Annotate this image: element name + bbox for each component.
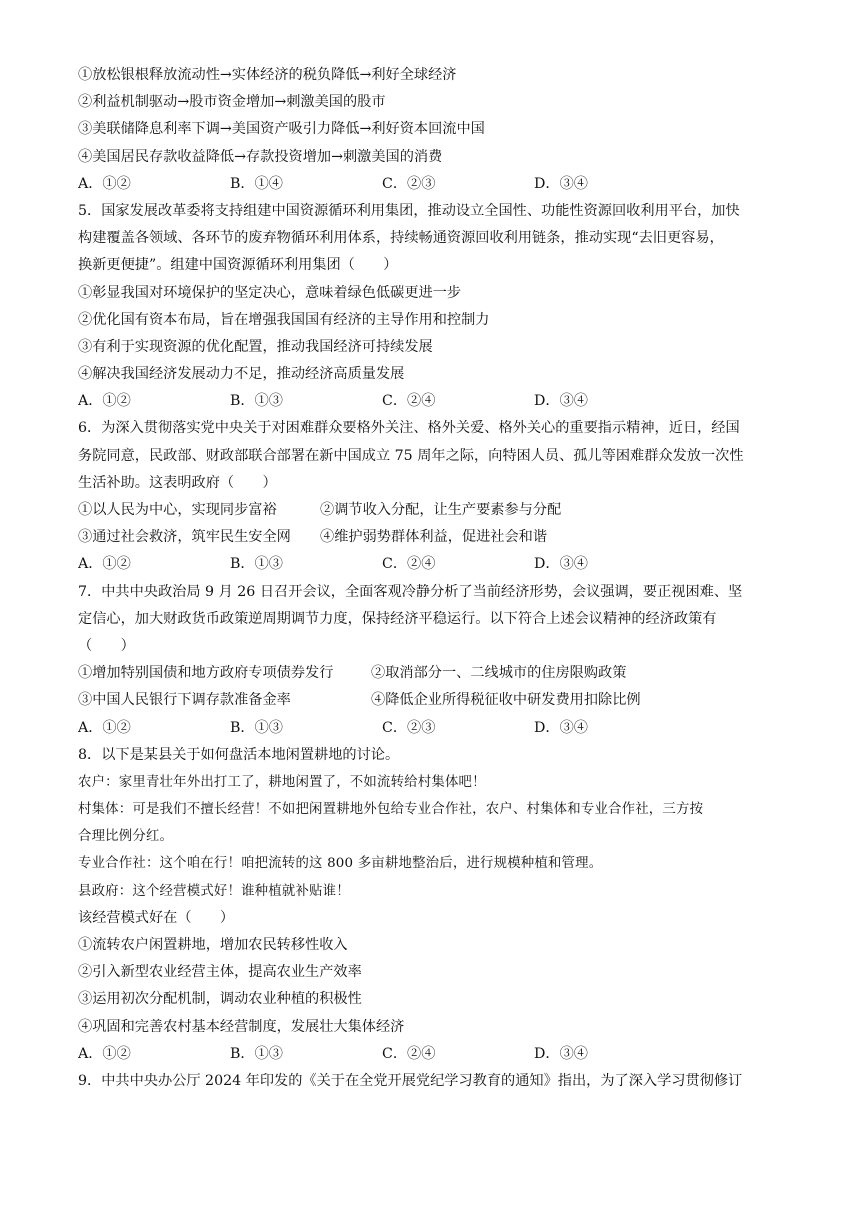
q6-option-a: A．①② bbox=[78, 556, 131, 573]
q7-option-b: B．①③ bbox=[230, 719, 283, 736]
q7-items-row-1 bbox=[78, 660, 784, 687]
q6-item-4: ④维护弱势群体利益，促进社会和谐 bbox=[320, 529, 548, 546]
q4-item-1: ①放松银根释放流动性→实体经济的税负降低→利好全球经济 bbox=[78, 67, 457, 83]
q6-item-2: ②调节收入分配，让生产要素参与分配 bbox=[320, 502, 562, 518]
q5-options bbox=[78, 388, 784, 415]
q7-stem-line-1: 7．中共中央政治局 9 月 26 日召开会议，全面客观冷静分析了当前经济形势，会议强调，要正视困难、坚 bbox=[78, 583, 743, 600]
q8-dialog-farmer: 农户：家里青壮年外出打工了，耕地闲置了，不如流转给村集体吧！ bbox=[78, 774, 486, 790]
q5-stem-line-1: 5．国家发展改革委将支持组建中国资源循环利用集团，推动设立全国性、功能性资源回收利用平台，加快 bbox=[78, 202, 740, 219]
q8-dialog-government: 县政府：这个经营模式好！谁种植就补贴谁！ bbox=[78, 883, 350, 899]
q4-option-c: C．②③ bbox=[382, 175, 436, 192]
q7-option-c: C．②③ bbox=[382, 719, 436, 736]
q8-option-c: C．②④ bbox=[382, 1045, 436, 1062]
q7-options bbox=[78, 715, 784, 742]
q7-stem-line-3: （ ） bbox=[78, 637, 135, 654]
q8-option-a: A．①② bbox=[78, 1045, 131, 1062]
q5-option-c: C．②④ bbox=[382, 393, 436, 410]
q6-stem-line-1: 6．为深入贯彻落实党中央关于对困难群众要格外关注、格外关爱、格外关心的重要指示精神，近日，经国 bbox=[78, 420, 740, 437]
q4-item-4: ④美国居民存款收益降低→存款投资增加→刺激美国的消费 bbox=[78, 148, 443, 165]
q9-stem-line-1: 9．中共中央办公厅 2024 年印发的《关于在全党开展党纪学习教育的通知》指出，为了深入学习贯彻修订 bbox=[78, 1072, 743, 1089]
q6-stem-line-2: 务院同意，民政部、财政部联合部署在新中国成立 75 周年之际，向特困人员、孤儿等困难群众发放一次性 bbox=[78, 447, 744, 464]
q8-dialog-village-2: 合理比例分红。 bbox=[78, 829, 174, 845]
q5-item-1: ①彰显我国对环境保护的坚定决心，意味着绿色低碳更进一步 bbox=[78, 284, 462, 301]
q6-item-3: ③通过社会救济，筑牢民生安全网 bbox=[78, 529, 291, 546]
q6-item-1: ①以人民为中心，实现同步富裕 bbox=[78, 502, 277, 518]
q7-item-2: ②取消部分一、二线城市的住房限购政策 bbox=[371, 665, 627, 682]
q8-item-4: ④巩固和完善农村基本经营制度，发展壮大集体经济 bbox=[78, 1018, 405, 1035]
q4-item-2: ②利益机制驱动→股市资金增加→刺激美国的股市 bbox=[78, 94, 386, 111]
q4-option-d: D．③④ bbox=[534, 175, 588, 192]
q4-options bbox=[78, 171, 784, 198]
q8-item-1: ①流转农户闲置耕地，增加农民转移性收入 bbox=[78, 937, 348, 953]
q5-stem-line-3: 换新更便捷”。组建中国资源循环利用集团（ ） bbox=[78, 257, 398, 274]
q7-items-row-2 bbox=[78, 687, 784, 714]
q8-stem: 8．以下是某县关于如何盘活本地闲置耕地的讨论。 bbox=[78, 746, 400, 763]
q5-option-b: B．①③ bbox=[230, 393, 283, 410]
q8-dialog-cooperative: 专业合作社：这个咱在行！咱把流转的这 800 多亩耕地整治后，进行规模种植和管理。 bbox=[78, 856, 603, 872]
q7-stem-line-2: 定信心，加大财政货币政策逆周期调节力度，保持经济平稳运行。以下符合上述会议精神的经济政策有 bbox=[78, 610, 717, 627]
q6-items-row-2 bbox=[78, 524, 784, 551]
q7-option-a: A．①② bbox=[78, 719, 131, 736]
q8-option-b: B．①③ bbox=[230, 1045, 283, 1062]
q6-stem-line-3: 生活补助。这表明政府（ ） bbox=[78, 474, 277, 491]
q6-option-b: B．①③ bbox=[230, 556, 283, 573]
q6-option-d: D．③④ bbox=[534, 556, 588, 573]
q7-item-1: ①增加特别国债和地方政府专项债券发行 bbox=[78, 665, 334, 682]
q5-option-d: D．③④ bbox=[534, 393, 588, 410]
q5-stem-line-2: 构建覆盖各领域、各环节的废弃物循环利用体系，持续畅通资源回收利用链条，推动实现“去旧更容易， bbox=[78, 230, 724, 247]
exam-page bbox=[78, 62, 784, 1095]
q4-option-b: B．①④ bbox=[230, 175, 283, 192]
q8-options bbox=[78, 1041, 784, 1068]
q6-option-c: C．②④ bbox=[382, 556, 436, 573]
q5-item-2: ②优化国有资本布局，旨在增强我国国有经济的主导作用和控制力 bbox=[78, 311, 490, 328]
q6-options bbox=[78, 551, 784, 578]
q5-item-3: ③有利于实现资源的优化配置，推动我国经济可持续发展 bbox=[78, 338, 433, 355]
q8-item-3: ③运用初次分配机制，调动农业种植的积极性 bbox=[78, 991, 362, 1008]
q4-option-a: A．①② bbox=[78, 175, 131, 192]
q7-option-d: D．③④ bbox=[534, 719, 588, 736]
q8-option-d: D．③④ bbox=[534, 1045, 588, 1062]
q4-item-3: ③美联储降息利率下调→美国资产吸引力降低→利好资本回流中国 bbox=[78, 121, 485, 138]
q8-item-2: ②引入新型农业经营主体，提高农业生产效率 bbox=[78, 964, 362, 981]
q5-option-a: A．①② bbox=[78, 393, 131, 410]
q8-question: 该经营模式好在（ ） bbox=[78, 909, 235, 926]
q7-item-4: ④降低企业所得税征收中研发费用扣除比例 bbox=[371, 692, 641, 709]
q8-dialog-village-1: 村集体：可是我们不擅长经营！不如把闲置耕地外包给专业合作社，农户、村集体和专业合作社，三方按 bbox=[78, 802, 704, 818]
q7-item-3: ③中国人民银行下调存款准备金率 bbox=[78, 692, 291, 709]
q5-item-4: ④解决我国经济发展动力不足，推动经济高质量发展 bbox=[78, 366, 405, 383]
q6-items-row-1 bbox=[78, 497, 784, 524]
